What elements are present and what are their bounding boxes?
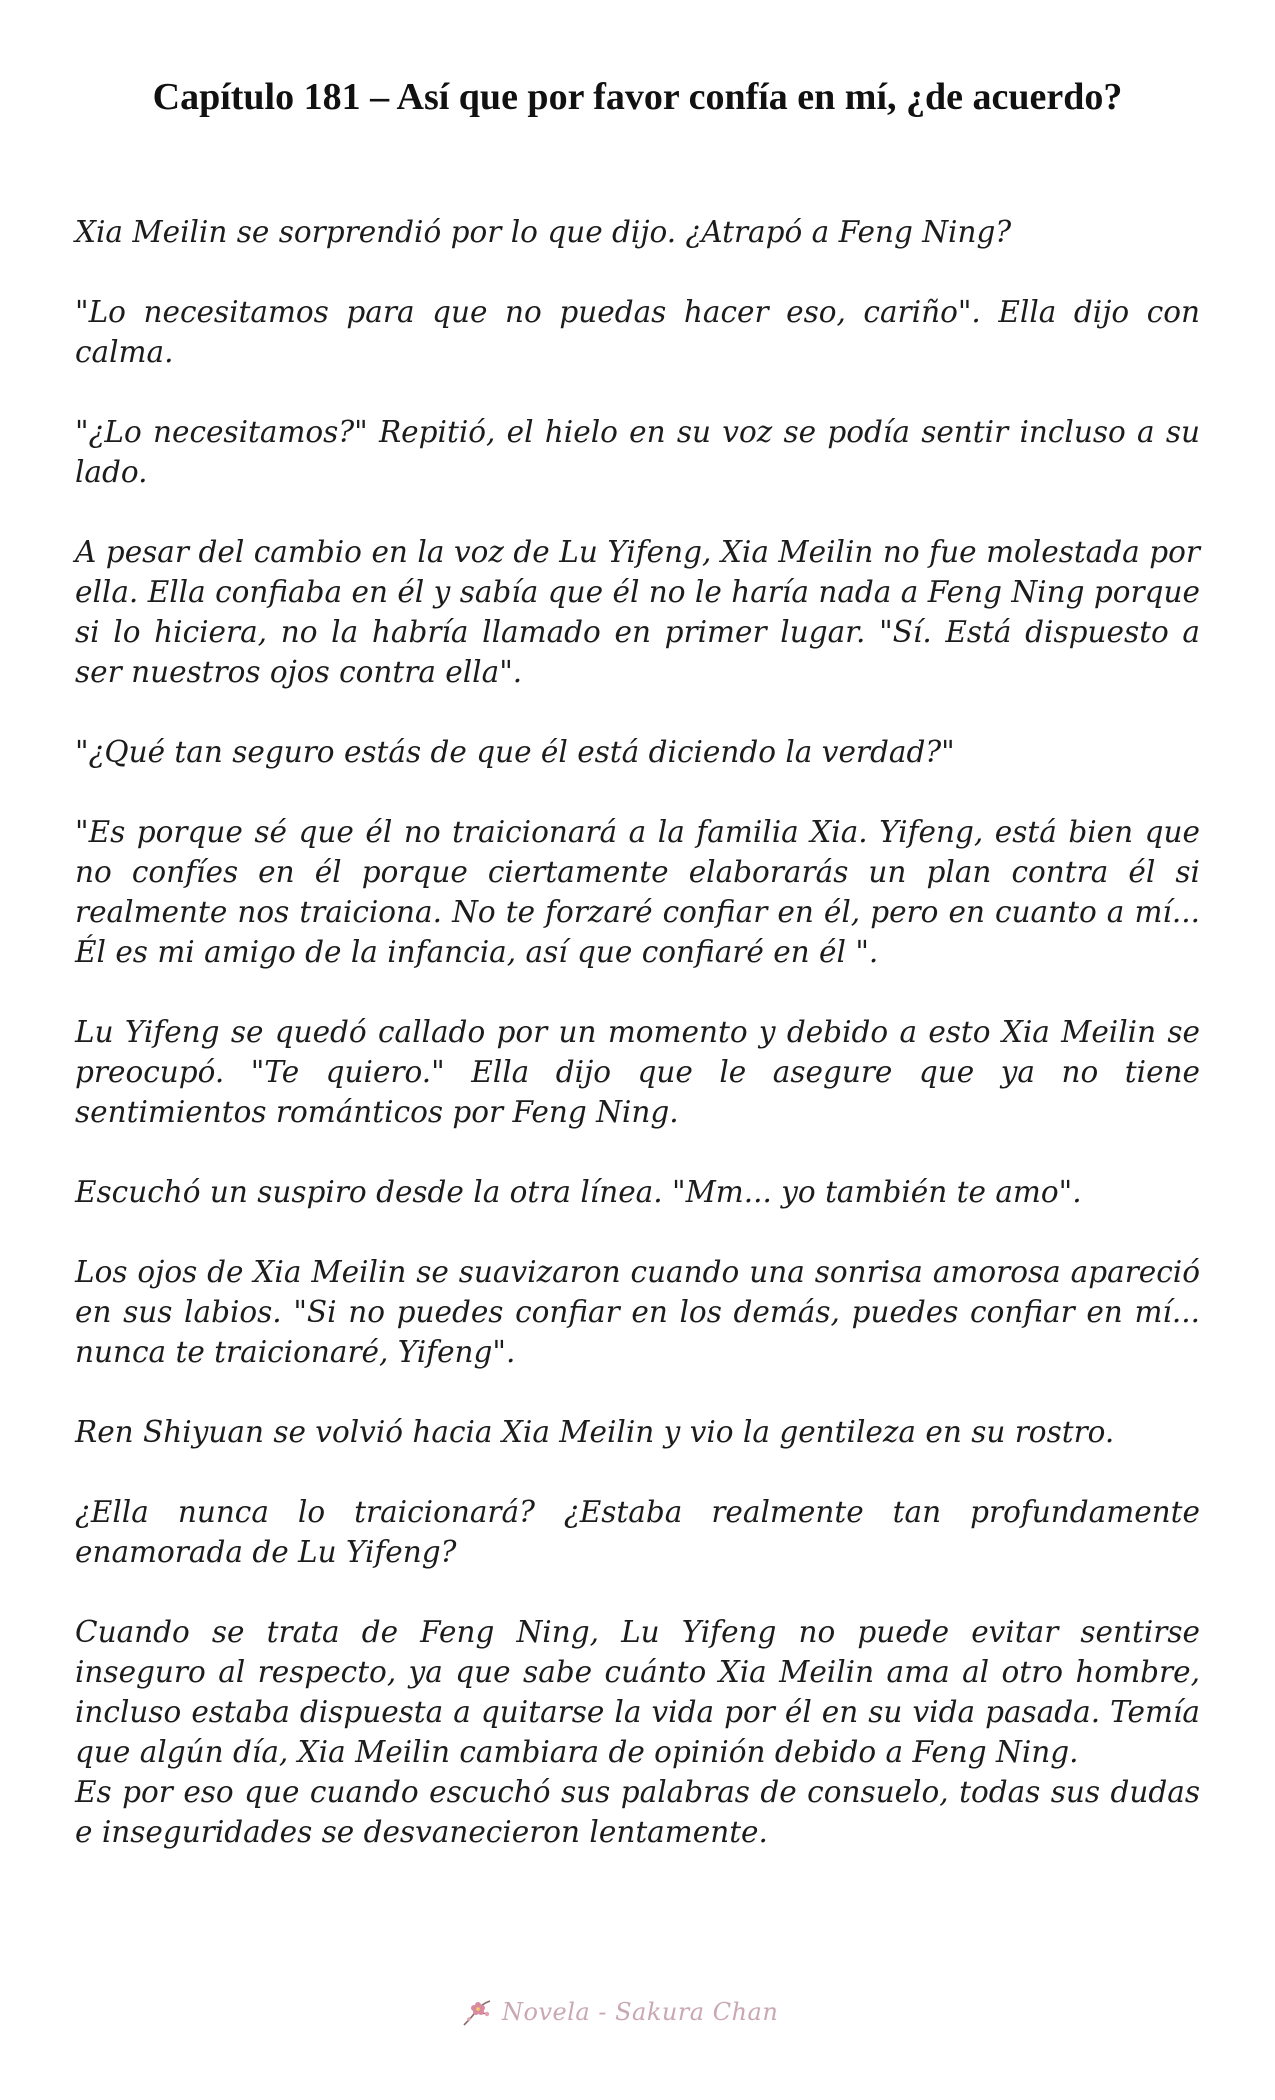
paragraph: Xia Meilin se sorprendió por lo que dijo. ¿Atrapó a Feng Ning?	[75, 215, 1012, 249]
paragraph: Lu Yifeng se quedó callado por un momento y debido a esto Xia Meilin se preocupó. "Te quiero." Ella dijo que le asegure que ya no tiene sentimientos románticos por Feng Ning.	[75, 1015, 1200, 1129]
chapter-title: Capítulo 181 – Así que por favor confía en mí, ¿de acuerdo?	[152, 76, 1123, 118]
paragraph: "¿Qué tan seguro estás de que él está diciendo la verdad?"	[75, 735, 955, 769]
paragraph: "¿Lo necesitamos?" Repitió, el hielo en su voz se podía sentir incluso a su lado.	[75, 415, 1200, 489]
watermark-logo	[460, 1990, 778, 2034]
paragraph: Cuando se trata de Feng Ning, Lu Yifeng no puede evitar sentirse inseguro al respecto, ya que sabe cuánto Xia Meilin ama al otro hombre, incluso estaba dispuesta a quitarse la vida por él en su vida pasada. Temía que algún día, Xia Meilin cambiara de opinión debido a Feng Ning.	[75, 1615, 1200, 1769]
chapter-body	[75, 212, 1200, 1892]
paragraph: Ren Shiyuan se volvió hacia Xia Meilin y vio la gentileza en su rostro.	[75, 1415, 1115, 1449]
paragraph: ¿Ella nunca lo traicionará? ¿Estaba realmente tan profundamente enamorada de Lu Yifeng?	[75, 1495, 1200, 1569]
paragraph: "Lo necesitamos para que no puedas hacer eso, cariño". Ella dijo con calma.	[75, 295, 1200, 369]
paragraph: A pesar del cambio en la voz de Lu Yifeng, Xia Meilin no fue molestada por ella. Ella confiaba en él y sabía que él no le haría nada a Feng Ning porque si lo hiciera, no la habría llamado en primer lugar. "Sí. Está dispuesto a ser nuestros ojos contra ella".	[75, 535, 1200, 689]
paragraph: Escuchó un suspiro desde la otra línea. "Mm... yo también te amo".	[75, 1175, 1082, 1209]
cherry-blossom-icon	[460, 1995, 494, 2029]
paragraph: Es por eso que cuando escuchó sus palabras de consuelo, todas sus dudas e inseguridades se desvanecieron lentamente.	[75, 1775, 1200, 1849]
paragraph: "Es porque sé que él no traicionará a la familia Xia. Yifeng, está bien que no confíes en él porque ciertamente elaborarás un plan contra él si realmente nos traiciona. No te forzaré confiar en él, pero en cuanto a mí... Él es mi amigo de la infancia, así que confiaré en él ".	[75, 815, 1200, 969]
paragraph: Los ojos de Xia Meilin se suavizaron cuando una sonrisa amorosa apareció en sus labios. "Si no puedes confiar en los demás, puedes confiar en mí... nunca te traicionaré, Yifeng".	[75, 1255, 1200, 1369]
watermark-text: Novela - Sakura Chan	[502, 1998, 779, 2026]
